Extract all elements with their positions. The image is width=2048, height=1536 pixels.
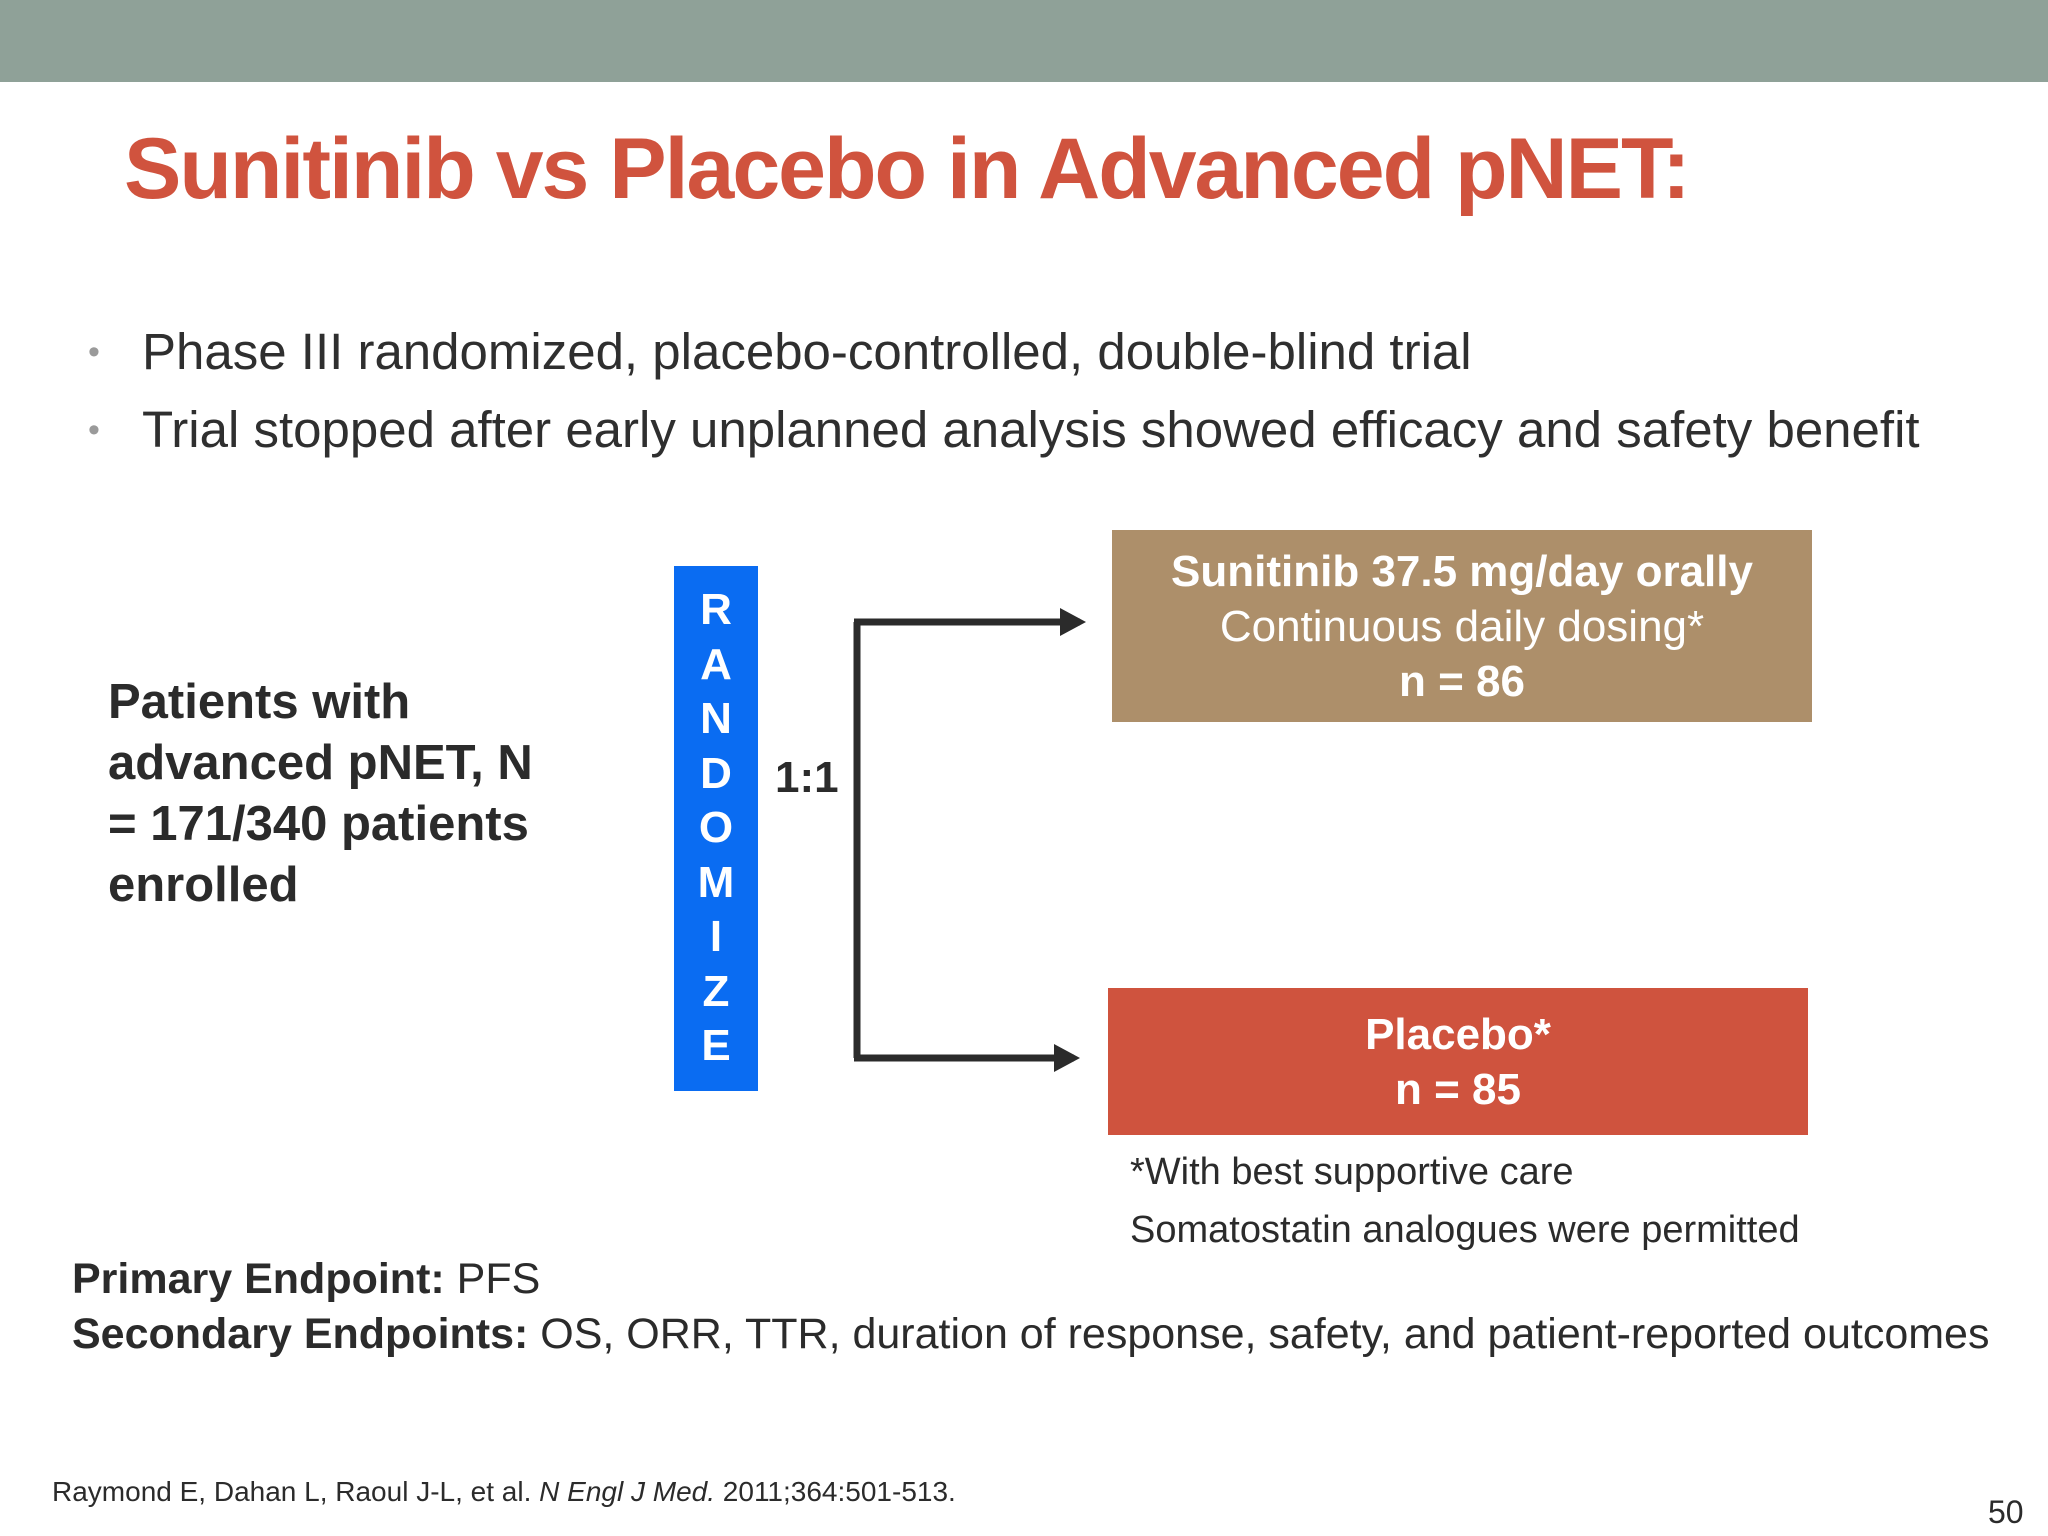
randomize-letter: O [698, 803, 734, 853]
slide-title: Sunitinib vs Placebo in Advanced pNET: [124, 121, 1689, 217]
footnotes [1130, 1143, 1800, 1259]
bullet-text: Phase III randomized, placebo-controlled, double-blind trial [142, 323, 1472, 380]
citation [52, 1476, 956, 1508]
placebo-arm-box [1108, 988, 1808, 1135]
randomize-letter: A [700, 639, 732, 689]
bullet-text: Trial stopped after early unplanned analysis showed efficacy and safety benefit [142, 401, 1920, 458]
footnote-line: Somatostatin analogues were permitted [1130, 1209, 1800, 1251]
arrowhead-sunitinib [1060, 608, 1086, 636]
citation-journal: N Engl J Med. [539, 1476, 716, 1507]
randomize-letter: M [697, 857, 735, 907]
endpoints-block [72, 1252, 1992, 1362]
secondary-endpoints-label: Secondary Endpoints: [72, 1310, 529, 1358]
secondary-endpoints-value: OS, ORR, TTR, duration of response, safety, and patient-reported outcomes [528, 1310, 1990, 1358]
randomize-letter: E [701, 1021, 731, 1071]
randomize-letter: N [700, 694, 732, 744]
placebo-arm-count: n = 85 [1395, 1064, 1521, 1114]
randomize-letter: D [700, 748, 732, 798]
bullet-dot: • [88, 333, 100, 371]
primary-endpoint-label: Primary Endpoint: [72, 1255, 445, 1303]
sunitinib-arm-box [1112, 530, 1812, 722]
randomize-letter: R [700, 585, 732, 635]
footnote-line: *With best supportive care [1130, 1151, 1574, 1193]
secondary-endpoints [72, 1307, 1992, 1362]
primary-endpoint [72, 1252, 1992, 1307]
ratio-label: 1:1 [775, 753, 839, 802]
page-number: 50 [1988, 1494, 2024, 1530]
sunitinib-arm-subtitle: Continuous daily dosing* [1219, 601, 1705, 651]
bullet-dot: • [88, 411, 100, 449]
citation-details: 2011;364:501-513. [715, 1476, 956, 1507]
sunitinib-arm-count: n = 86 [1399, 656, 1525, 706]
randomize-letter: I [709, 912, 723, 962]
sunitinib-arm-title: Sunitinib 37.5 mg/day orally [1171, 546, 1753, 596]
citation-authors: Raymond E, Dahan L, Raoul J-L, et al. [52, 1476, 540, 1507]
arrowhead-placebo [1054, 1044, 1080, 1072]
randomize-letter: Z [702, 966, 730, 1016]
placebo-arm-title: Placebo* [1365, 1009, 1551, 1059]
primary-endpoint-value: PFS [444, 1255, 541, 1303]
patients-label: Patients with advanced pNET, N = 171/340 patients enrolled [108, 675, 533, 912]
